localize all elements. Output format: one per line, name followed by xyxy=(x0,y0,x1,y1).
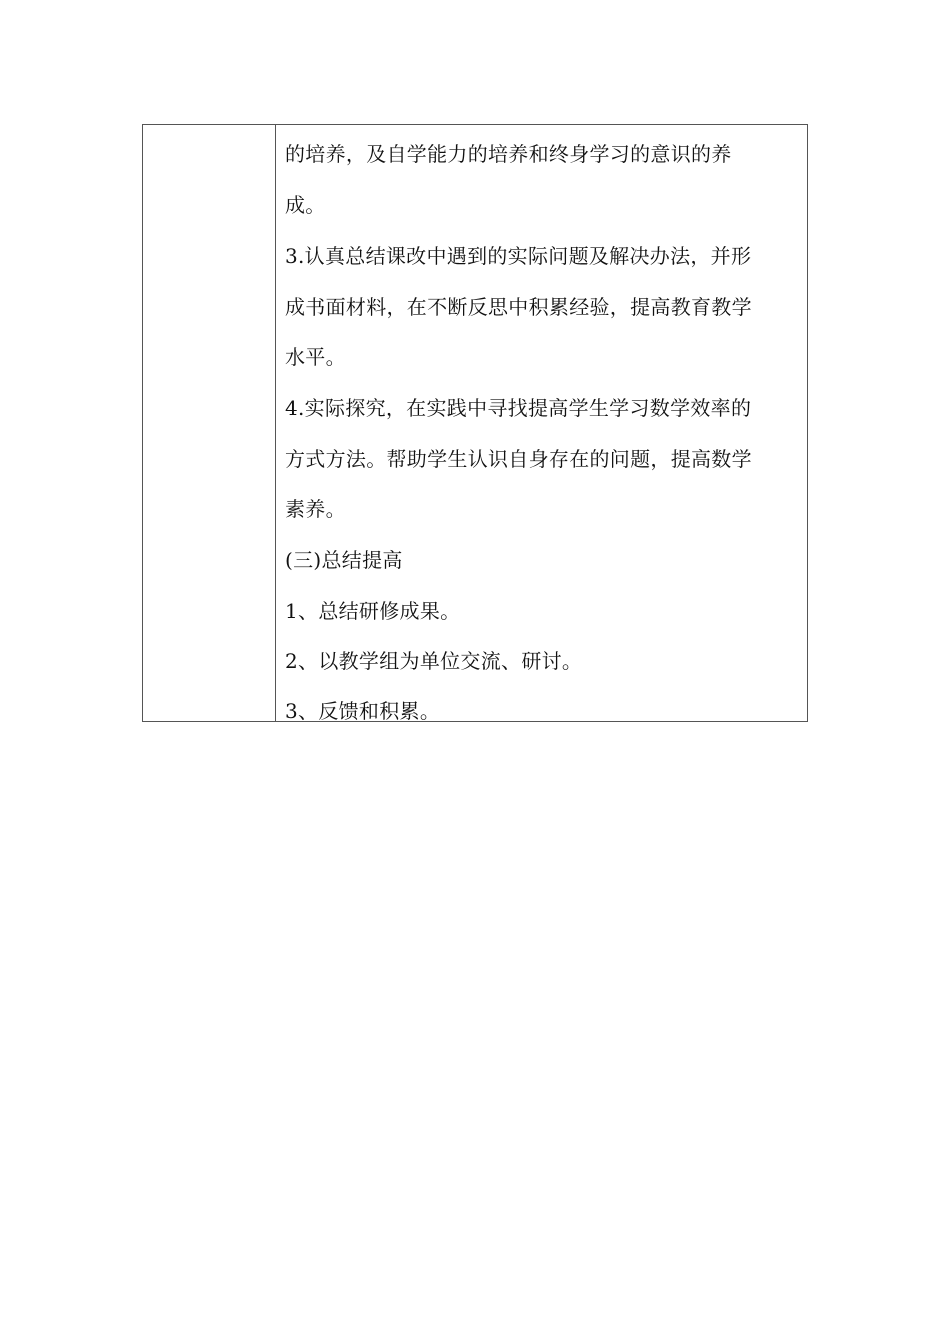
text-line-3: 3.认真总结课改中遇到的实际问题及解决办法，并形 xyxy=(285,244,752,268)
text-line-6: 4.实际探究，在实践中寻找提高学生学习数学效率的 xyxy=(285,396,752,420)
text-line-8: 素养。 xyxy=(285,497,346,521)
section-heading: (三)总结提高 xyxy=(285,548,403,572)
list-item-3: 3、反馈和积累。 xyxy=(285,699,441,723)
table-left-cell xyxy=(143,125,276,721)
content-table xyxy=(142,124,808,722)
list-item-1: 1、总结研修成果。 xyxy=(285,599,461,623)
list-item-2: 2、以教学组为单位交流、研讨。 xyxy=(285,649,583,673)
text-line-4: 成书面材料，在不断反思中积累经验，提高教育教学 xyxy=(285,295,752,319)
text-line-7: 方式方法。帮助学生认识自身存在的问题，提高数学 xyxy=(285,447,752,471)
text-line-5: 水平。 xyxy=(285,345,346,369)
text-line-2: 成。 xyxy=(285,193,326,217)
text-line-1: 的培养，及自学能力的培养和终身学习的意识的养 xyxy=(285,142,732,166)
table-right-cell xyxy=(276,125,807,721)
